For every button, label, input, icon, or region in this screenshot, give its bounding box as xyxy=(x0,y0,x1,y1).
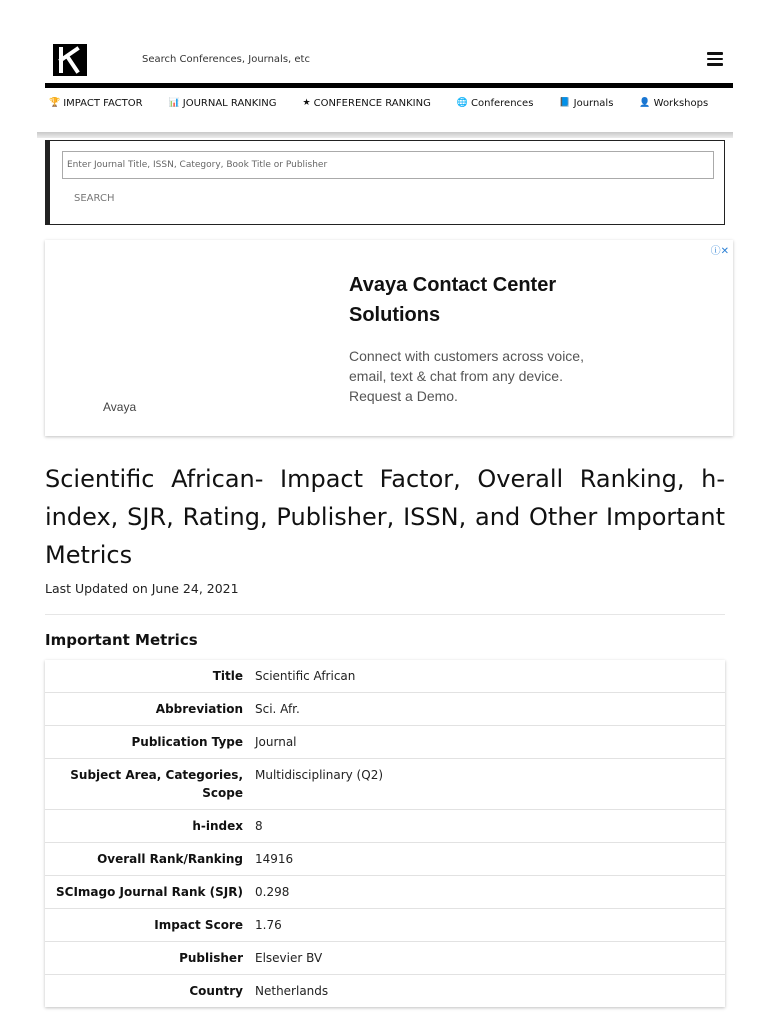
metric-label: Subject Area, Categories, Scope xyxy=(45,759,249,810)
metric-value: Netherlands xyxy=(249,975,725,1008)
trophy-icon: 🏆 xyxy=(49,98,61,108)
star-icon: ★ xyxy=(302,98,311,108)
logo-k-icon xyxy=(53,44,87,76)
table-row xyxy=(45,876,725,909)
metric-value: 14916 xyxy=(249,843,725,876)
nav-divider xyxy=(37,132,733,138)
last-updated: Last Updated on June 24, 2021 xyxy=(45,581,239,596)
metric-label: Abbreviation xyxy=(45,693,249,726)
journal-search-panel xyxy=(45,140,725,225)
metric-label: Publisher xyxy=(45,942,249,975)
site-header xyxy=(45,36,733,88)
ad-headline[interactable]: Avaya Contact Center Solutions xyxy=(349,274,557,326)
nav-item-conference-ranking[interactable] xyxy=(303,96,431,110)
hamburger-menu-icon[interactable] xyxy=(707,52,723,66)
metric-label: Country xyxy=(45,975,249,1008)
metric-value: 1.76 xyxy=(249,909,725,942)
user-icon: 👤 xyxy=(639,98,651,108)
nav-item-impact-factor[interactable] xyxy=(49,96,143,110)
nav-item-label: JOURNAL RANKING xyxy=(182,97,277,109)
divider xyxy=(45,614,725,615)
metric-label: SCImago Journal Rank (SJR) xyxy=(45,876,249,909)
metric-value: 8 xyxy=(249,810,725,843)
nav-item-journal-ranking[interactable] xyxy=(169,96,277,110)
table-row xyxy=(45,693,725,726)
table-row xyxy=(45,975,725,1008)
table-row xyxy=(45,909,725,942)
search-button[interactable]: SEARCH xyxy=(74,193,115,204)
nav-item-label: Workshops xyxy=(653,97,709,109)
metric-label: Title xyxy=(212,669,243,683)
metric-value: Journal xyxy=(249,726,725,759)
nav-item-conferences[interactable] xyxy=(457,96,534,110)
table-row xyxy=(45,843,725,876)
nav-item-workshops[interactable] xyxy=(639,96,708,110)
nav-item-label: Conferences xyxy=(471,97,534,109)
nav-item-label: IMPACT FACTOR xyxy=(63,97,143,109)
ad-choices-icon[interactable]: ⓘ✕ xyxy=(710,246,729,257)
main-nav xyxy=(45,92,733,132)
nav-item-label: CONFERENCE RANKING xyxy=(313,97,431,109)
table-row xyxy=(45,759,725,810)
logo[interactable] xyxy=(53,44,87,76)
globe-icon: 🌐 xyxy=(456,98,469,108)
metric-value: Elsevier BV xyxy=(249,942,725,975)
metric-label: Publication Type xyxy=(45,726,249,759)
metrics-table xyxy=(45,660,725,1007)
nav-item-journals[interactable] xyxy=(559,96,613,110)
table-row xyxy=(45,810,725,843)
metric-label: h-index xyxy=(45,810,249,843)
header-search-input[interactable]: Search Conferences, Journals, etc xyxy=(142,54,310,65)
ad-body: Connect with customers across voice, email, text & chat from any device. Request a Demo. xyxy=(349,348,584,404)
page-title: Scientific African- Impact Factor, Overall Ranking, h-index, SJR, Rating, Publisher, ISSN, and Other Important Metrics xyxy=(45,465,725,569)
metrics-heading: Important Metrics xyxy=(45,631,198,649)
nav-item-label: Journals xyxy=(573,97,614,109)
table-row xyxy=(45,726,725,759)
metric-value: Sci. Afr. xyxy=(249,693,725,726)
table-row xyxy=(45,660,725,693)
advertisement[interactable] xyxy=(45,240,733,436)
metric-value: 0.298 xyxy=(249,876,725,909)
ad-brand[interactable]: Avaya xyxy=(103,400,137,414)
metric-value: Scientific African xyxy=(255,669,356,683)
metric-label: Impact Score xyxy=(45,909,249,942)
book-icon: 📘 xyxy=(559,98,571,108)
table-row xyxy=(45,942,725,975)
bar-chart-icon: 📊 xyxy=(168,98,180,108)
metric-label: Overall Rank/Ranking xyxy=(45,843,249,876)
metric-value: Multidisciplinary (Q2) xyxy=(249,759,725,810)
journal-search-input[interactable] xyxy=(62,151,714,179)
